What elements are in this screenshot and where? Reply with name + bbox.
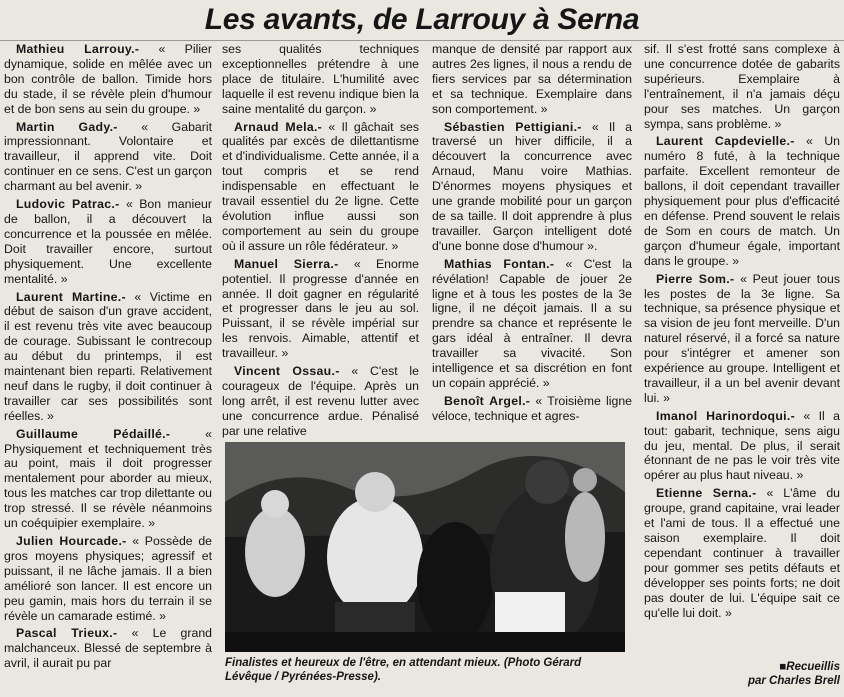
byline: [700, 660, 840, 688]
player-name: Sébastien Pettigiani.-: [444, 119, 582, 134]
player-entry: [644, 272, 840, 406]
player-description: « C'est le courageux de l'équipe. Après un long arrêt, il est revenu lutter avec une concurrence ardue. Pénalisé par une relative: [222, 364, 419, 438]
player-entry: [644, 42, 840, 131]
player-name: Etienne Serna.-: [656, 486, 757, 501]
player-description: « Le grand malchanceux. Blessé de septembre à avril, il aurait pu par: [4, 626, 212, 671]
player-name: Laurent Capdevielle.-: [656, 134, 795, 149]
player-name: Ludovic Patrac.-: [16, 197, 120, 212]
player-entry: [4, 290, 212, 424]
player-entry: [222, 120, 419, 254]
player-name: Julien Hourcade.-: [16, 534, 127, 548]
player-name: Manuel Sierra.-: [234, 256, 339, 271]
column-4: [644, 42, 840, 662]
player-name: Arnaud Mela.-: [234, 119, 323, 134]
player-entry: [222, 257, 419, 361]
player-entry: [644, 409, 840, 484]
player-entry: [432, 120, 632, 254]
player-description: « Il a traversé un hiver difficile, il a découvert la concurrence avec Arnaud, Manu voire Mathias. D'énormes moyens physiques et une grande mobilité pour un garçon de sa taille. Il doit apprendre à plus travailler. Garçon intelligent doté d'une bonne dose d'humour ».: [432, 119, 632, 253]
player-entry: [432, 42, 632, 117]
player-name: Mathias Fontan.-: [444, 256, 555, 271]
player-description: « Gabarit impressionnant. Volontaire et travailleur, il apprend vite. Doit continuer en ce sens. C'est un garçon charmant au bel avenir. »: [4, 119, 213, 194]
player-name: Laurent Martine.-: [16, 289, 126, 304]
photo-caption: Finalistes et heureux de l'être, en attendant mieux. (Photo Gérard Lévêque / Pyrénées-Presse).: [225, 657, 582, 683]
player-entry: [4, 427, 212, 531]
player-description: « Peut jouer tous les postes de la 3e ligne. Sa technique, sa présence physique et sa vision de jeu font merveille. D'un naturel réservé, il a forcé sa nature pour s'intégrer et amener son expérience au groupe. Intelligent et travailleur, il a un bel avenir devant lui. »: [644, 271, 840, 405]
team-photo: [225, 442, 625, 652]
player-entry: [432, 394, 632, 424]
column-2: [222, 42, 419, 440]
player-entry: [222, 42, 419, 117]
player-description: « Enorme potentiel. Il progresse d'année en année. Il doit gagner en régularité et progresser dans le jeu au sol. Puissant, il se révèle impérial sur les renvois. Aimable, attentif et travailleur. »: [222, 256, 419, 361]
player-entry: [4, 120, 212, 195]
player-name: Pierre Som.-: [656, 271, 735, 286]
player-entry: [4, 42, 212, 117]
player-entry: [4, 534, 212, 623]
player-description: « Physiquement et techniquement très au point, mais il doit progresser mentalement pour aborder au mieux, tous les matches car trop dilettante ou trop stressé. Il se révèle néanmoins un coéquipier exemplaire. »: [4, 426, 212, 531]
player-entry: [644, 134, 840, 268]
player-description: « Il gâchait ses qualités par excès de dilettantisme et d'individualisme. Cette année, il a tout compris et se rend indispensable en effectuant le travail essentiel du 2e ligne. Cette évolution influe aussi son comportement au sein du groupe où il assure un rôle fédérateur. »: [222, 119, 419, 253]
player-description: « Victime en début de saison d'un grave accident, il est revenu très vite avec beaucoup de courage. Subissant le contrecoup au début du printemps, il est maintenant bien reparti. Relativement neuf dans le rugby, il doit continuer à travailler car ses possibilités sont réelles. »: [4, 289, 212, 423]
player-name: Martin Gady.-: [16, 119, 118, 134]
player-description: sif. Il s'est frotté sans complexe à une concurrence dotée de gabarits supérieurs. Exemplaire à l'entraînement, il n'a jamais déçu pour ses matches. Un garçon sympa, sans problème. »: [644, 42, 840, 131]
player-entry: [644, 486, 840, 620]
player-description: « Bon manieur de ballon, il a découvert la concurrence et la poussée en mêlée. Doit travailler encore, surtout physiquement. Une excellente mentalité. »: [4, 197, 212, 286]
player-description: « Possède de gros moyens physiques; agressif et puissant, il ne lâche jamais. Il a bien amélioré son lancer. Il est encore un peu gamin, mais hors du terrain il se révèle un camarade estimé. »: [4, 534, 213, 623]
byline-line-1: ■Recueillis: [779, 661, 840, 673]
player-description: « L'âme du groupe, grand capitaine, vrai leader et l'ami de tous. Il a effectué une saison exemplaire. Il doit cependant continuer à travailler pour gommer ses petits défauts et développer ses points forts; ne doit pas douter de lui. L'équipe sait ce qu'elle lui doit. »: [644, 486, 840, 620]
player-description: « C'est la révélation! Capable de jouer 2e ligne et à tous les postes de la 3e ligne, il ne déçoit jamais. Il a su prendre sa chance et représente le gars idéal à entraîner. Il devra travailler sa vivacité. Son intelligence et sa discrétion en font un copain apprécié. »: [432, 256, 632, 390]
article-headline: Les avants, de Larrouy à Serna: [0, 0, 844, 41]
player-entry: [4, 197, 212, 286]
player-name: Mathieu Larrouy.-: [16, 42, 140, 56]
byline-line-2: par Charles Brell: [747, 675, 840, 687]
column-3: [432, 42, 632, 440]
player-description: « Troisième ligne véloce, technique et agres-: [432, 393, 633, 423]
column-1: [4, 42, 212, 692]
player-name: Guillaume Pédaillé.-: [16, 426, 171, 441]
player-name: Benoît Argel.-: [444, 393, 531, 408]
player-entry: [4, 626, 212, 671]
player-description: « Pilier dynamique, solide en mêlée avec un bon contrôle de ballon. Timide hors du stade, il se révèle plein d'humour et de bon sens au sein du groupe. »: [4, 42, 212, 116]
photo-illustration: [225, 442, 625, 652]
player-description: manque de densité par rapport aux autres 2es lignes, il nous a rendu de fiers services par sa détermination et sa technique. Exemplaire dans son comportement. »: [432, 42, 632, 116]
player-entry: [432, 257, 632, 391]
player-description: « Il a tout: gabarit, technique, sens aigu du jeu, mental. De plus, il serait étonnant de ne pas le voir très vite opérer au plus haut niveau. »: [644, 408, 840, 483]
player-description: ses qualités techniques exceptionnelles prétendre à une place de titulaire. L'humilité avec laquelle il est revenu indique bien la saine mentalité du garçon. »: [222, 42, 419, 116]
player-entry: [222, 364, 419, 439]
player-name: Vincent Ossau.-: [234, 364, 340, 379]
player-name: Pascal Trieux.-: [16, 626, 118, 641]
player-name: Imanol Harinordoqui.-: [656, 408, 796, 423]
player-description: « Un numéro 8 futé, à la technique parfaite. Excellent remonteur de ballons, il doit cependant travailler physiquement pour plus d'efficacité en défense. Prend souvent le relais de Som en cours de match. Un garçon d'humeur égale, important dans le groupe. »: [644, 134, 840, 268]
